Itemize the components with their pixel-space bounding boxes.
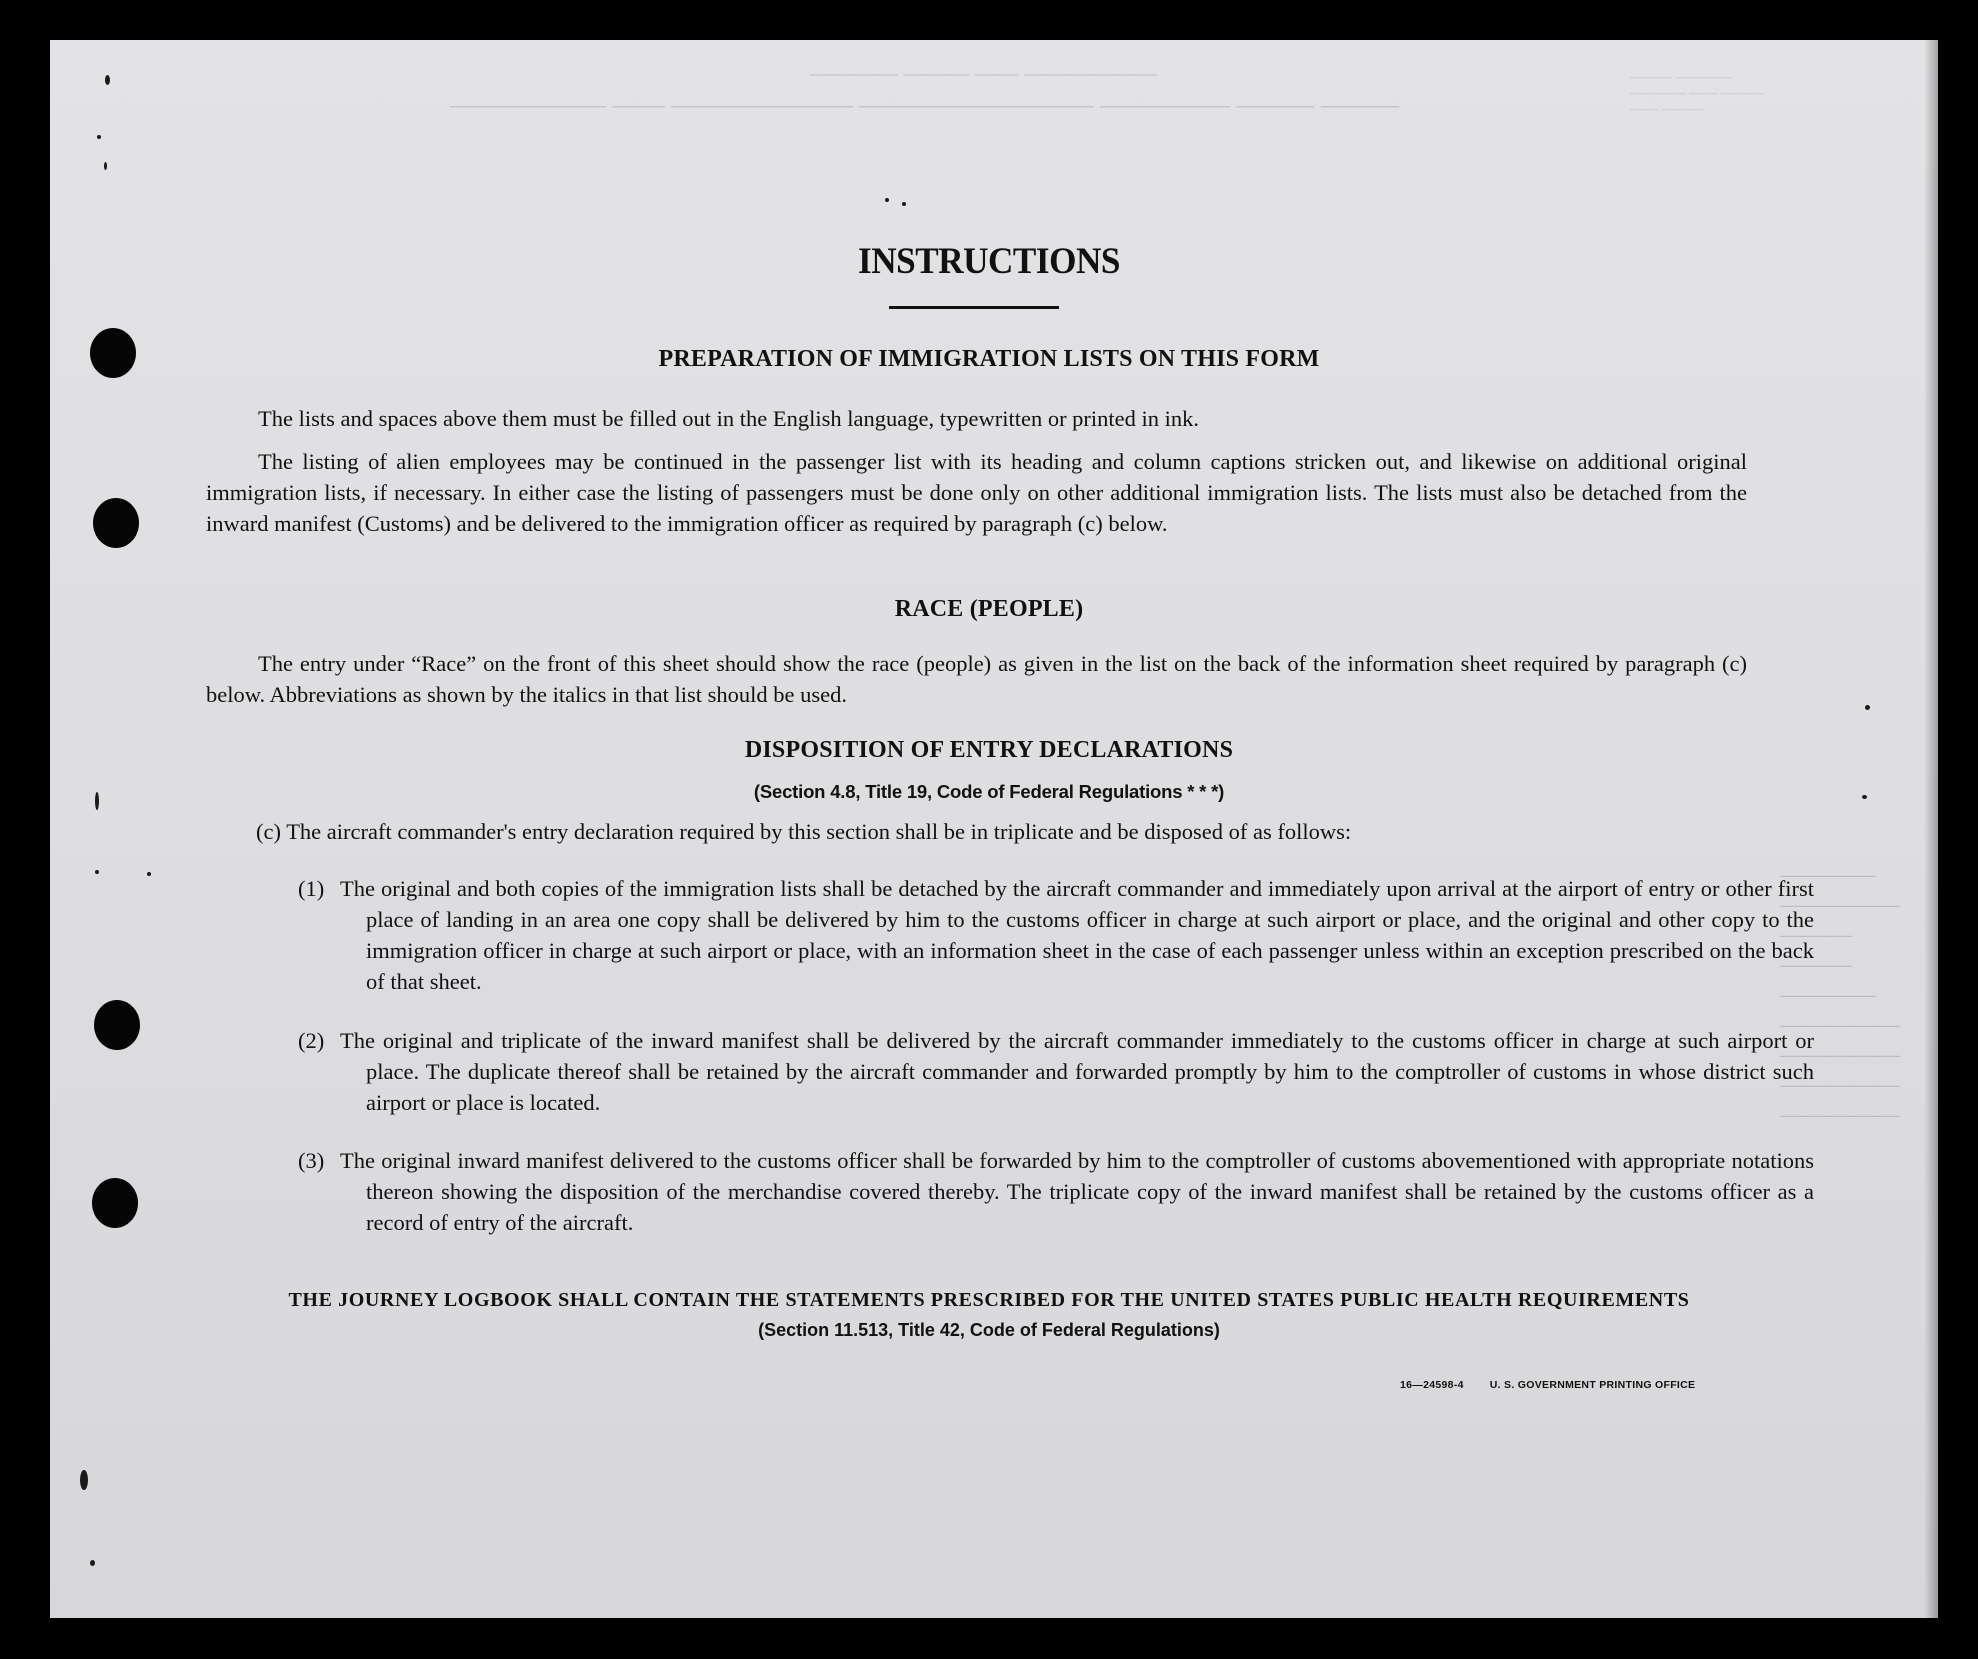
ink-speck bbox=[90, 1560, 95, 1566]
item-text: The original and triplicate of the inward manifest shall be delivered by the aircraft commander immediately to the customs officer in charge at such airport or place. The duplicate thereof shall be retained by the aircraft commander and forwarded promptly by him to the comptroller of customs in whose district such airport or place is located. bbox=[340, 1028, 1814, 1115]
printer-name: U. S. GOVERNMENT PRINTING OFFICE bbox=[1489, 1379, 1696, 1391]
preparation-paragraph-2: The listing of alien employees may be continued in the passenger list with its heading and column captions stricken out, and likewise on additional original immigration lists, if necessary. In either case the listing of passengers must be done only on other additional immigration lists. The lists must also be detached from the inward manifest (Customs) and be delivered to the immigration officer as required by paragraph (c) below. bbox=[206, 449, 1747, 536]
binder-hole bbox=[94, 1000, 140, 1050]
binder-hole bbox=[93, 498, 139, 548]
race-paragraph: The entry under “Race” on the front of this sheet should show the race (people) as given in the list on the back of the information sheet required by paragraph (c) below. Abbreviations as shown by the italics in that list should be used. bbox=[206, 651, 1747, 707]
binder-hole bbox=[92, 1178, 138, 1228]
page-title: INSTRUCTIONS bbox=[858, 241, 1120, 282]
ink-speck bbox=[1865, 705, 1870, 710]
ink-speck bbox=[902, 202, 906, 206]
disposition-item-3 bbox=[298, 1145, 1814, 1238]
disposition-item-2 bbox=[298, 1025, 1814, 1118]
print-number: 16—24598-4 bbox=[1400, 1379, 1464, 1391]
ink-speck bbox=[97, 135, 101, 139]
ink-speck bbox=[95, 870, 99, 874]
item-number: (1) bbox=[298, 876, 325, 901]
item-number: (3) bbox=[298, 1148, 325, 1173]
bleed-through-line: ———— ——— —— —————— bbox=[810, 60, 1157, 85]
race-heading: RACE (PEOPLE) bbox=[894, 596, 1084, 622]
preparation-paragraph-1: The lists and spaces above them must be filled out in the English language, typewritten or printed in ink. bbox=[258, 406, 1200, 431]
item-text: The original inward manifest delivered to the customs officer shall be forwarded by him to the comptroller of customs abovementioned with appropriate notations thereon showing the disposition of the merchandise covered thereby. The triplicate copy of the inward manifest shall be retained by the customs officer as a record of entry of the aircraft. bbox=[340, 1148, 1814, 1235]
ink-speck bbox=[80, 1470, 88, 1490]
item-number: (2) bbox=[298, 1028, 325, 1053]
preparation-heading: PREPARATION OF IMMIGRATION LISTS ON THIS FORM bbox=[658, 346, 1320, 372]
title-underline bbox=[889, 306, 1059, 309]
ink-speck bbox=[105, 75, 110, 85]
public-health-citation: (Section 11.513, Title 42, Code of Federal Regulations) bbox=[758, 1320, 1220, 1340]
ink-speck bbox=[147, 872, 151, 876]
public-health-statement: THE JOURNEY LOGBOOK SHALL CONTAIN THE STATEMENTS PRESCRIBED FOR THE UNITED STATES PUBLIC HEALTH REQUIREMENTS bbox=[288, 1289, 1690, 1311]
ink-speck bbox=[104, 162, 107, 170]
disposition-item-1 bbox=[298, 873, 1814, 997]
item-text: The original and both copies of the immigration lists shall be detached by the aircraft commander and immediately upon arrival at the airport of entry or other first place of landing in an area one copy shall be delivered by him to the customs officer in charge at such airport or place, and the original and other copy to the immigration officer in charge at such airport or place, with an information sheet in the case of each passenger unless within an exception prescribed on the back of that sheet. bbox=[340, 876, 1814, 994]
disposition-citation: (Section 4.8, Title 19, Code of Federal Regulations * * *) bbox=[753, 781, 1225, 802]
bleed-through-line: ———— ————— ——— ——— ———— ————— ————— ————— ————— bbox=[1780, 862, 1900, 1128]
disposition-intro: (c) The aircraft commander's entry declaration required by this section shall be in triplicate and be disposed of as follows: bbox=[256, 819, 1352, 844]
bleed-through-line: ——— ———— ———— —— ——— —— ——— bbox=[1630, 70, 1763, 117]
bleed-through-line: —————— —— ——————— ————————— ————— ——— ——— bbox=[450, 90, 1399, 119]
disposition-heading: DISPOSITION OF ENTRY DECLARATIONS bbox=[744, 737, 1234, 763]
printing-imprint bbox=[1400, 1379, 1695, 1391]
ink-speck bbox=[885, 198, 889, 202]
